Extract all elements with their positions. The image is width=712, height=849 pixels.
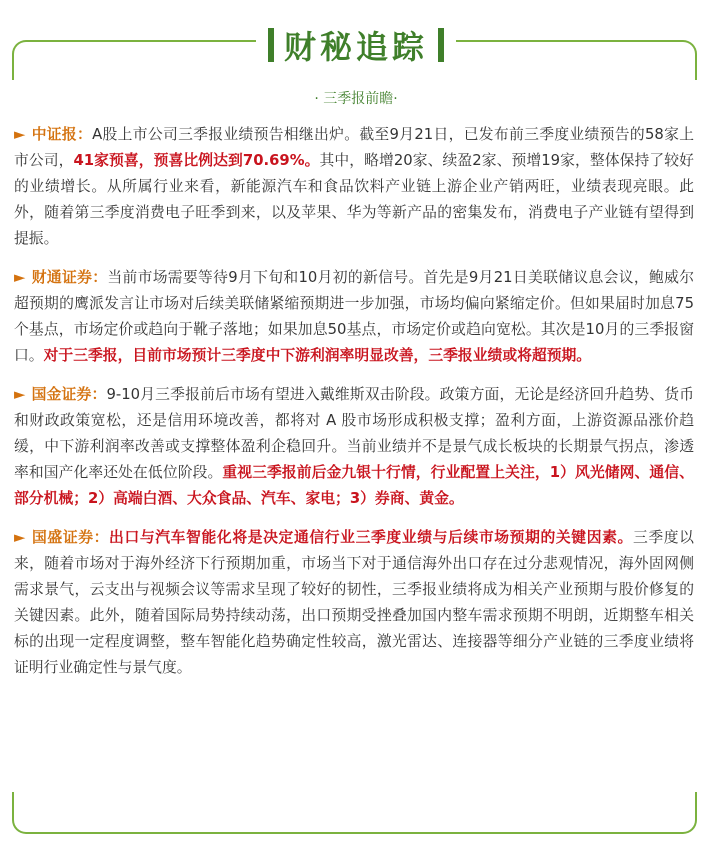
highlight-text: 重视三季报前后金九银十行情，行业配置上关注，1）风光储网、通信、部分机械；2）高端白酒、大众食品、汽车、家电；3）券商、黄金。	[14, 464, 694, 507]
highlight-text: 41家预喜，预喜比例达到70.69%。	[73, 152, 320, 169]
paragraph-text: 9-10月三季报前后市场有望进入戴维斯双击阶段。政策方面，无论是经济回升趋势、货币和财政政策宽松，还是信用环境改善，都将对 A 股市场形成积极支撑；盈利方面，上游资源品涨价趋缓，中下游利润率改善或支撑整体盈利企稳回升。当前业绩并不是景气成长板块的长期景气拐点，渗透率和国产化率还处在低位阶段。	[14, 386, 694, 481]
paragraph-caitong	[14, 265, 694, 369]
source-label: 国盛证券：	[31, 529, 110, 546]
paragraph-text: 其中，略增20家、续盈2家、预增19家，整体保持了较好的业绩增长。从所属行业来看，新能源汽车和食品饮料产业链上游企业产销两旺，业绩表现亮眼。此外，随着第三季度消费电子旺季到来，以及苹果、华为等新产品的密集发布，消费电子产业链有望得到提振。	[14, 152, 694, 247]
title-left-bar	[268, 28, 274, 62]
paragraph-text: A股上市公司三季报业绩预告相继出炉。截至9月21日，已发布前三季度业绩预告的58家上市公司，	[14, 126, 694, 169]
arrow-bullet-icon: ►	[14, 269, 26, 286]
arrow-bullet-icon: ►	[14, 529, 26, 546]
page-title: 财秘追踪	[283, 28, 428, 66]
paragraph-guojin	[14, 382, 694, 512]
highlight-text: 出口与汽车智能化将是决定通信行业三季度业绩与后续市场预期的关键因素。	[109, 529, 633, 546]
source-label: 财通证券：	[31, 269, 108, 286]
paragraph-text: 当前市场需要等待9月下旬和10月初的新信号。首先是9月21日美联储议息会议，鲍威尔超预期的鹰派发言让市场对后续美联储紧缩预期进一步加强，市场均偏向紧缩定价。但如果届时加息75个基点，市场定价或趋向于靴子落地；如果加息50基点，市场定价或趋向宽松。其次是10月的三季报窗口。	[14, 269, 694, 364]
page-subtitle: · 三季报前瞻·	[314, 91, 398, 107]
frame-bottom-border	[12, 792, 697, 834]
title-right-bar	[438, 28, 444, 62]
source-label: 国金证券：	[31, 386, 107, 403]
highlight-text: 对于三季报，目前市场预计三季度中下游利润率明显改善，三季报业绩或将超预期。	[43, 347, 592, 364]
paragraph-text: 三季度以来，随着市场对于海外经济下行预期加重，市场当下对于通信海外出口存在过分悲观情况，海外固网侧需求景气，云支出与视频会议等需求呈现了较好的韧性，三季报业绩将成为相关产业预期与股价修复的关键因素。此外，随着国际局势持续动荡，出口预期受挫叠加国内整车需求预期不明朗，近期整车相关标的出现一定程度调整，整车智能化趋势确定性较高，激光雷达、连接器等细分产业链的三季度业绩将证明行业确定性与景气度。	[14, 529, 694, 676]
arrow-bullet-icon: ►	[14, 126, 26, 143]
arrow-bullet-icon: ►	[14, 386, 26, 403]
source-label: 中证报：	[31, 126, 93, 143]
paragraph-zhongzhengbao	[14, 122, 694, 252]
header	[0, 22, 712, 68]
paragraph-guosheng	[14, 525, 694, 681]
article-body	[14, 122, 694, 694]
title-block	[256, 22, 456, 68]
